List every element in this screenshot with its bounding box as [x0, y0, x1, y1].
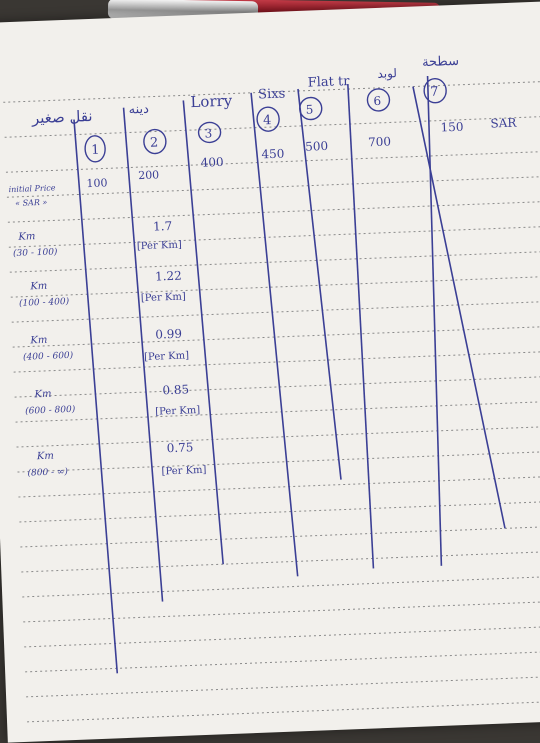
col-name-5: Flat tr — [307, 74, 350, 91]
col-number-2: 2 — [149, 135, 159, 151]
column-dividers — [73, 74, 510, 674]
unit-2: [Per Km] — [140, 291, 187, 305]
handwritten-table — [0, 1, 540, 743]
col-name-3: Lorry — [190, 91, 233, 112]
price-col-5: 500 — [304, 138, 329, 154]
col-number-5: 5 — [305, 102, 314, 117]
col-name-1: نقل صغير — [31, 106, 93, 128]
row-label-km-3: Km — [30, 334, 48, 347]
notebook-page — [0, 1, 540, 743]
unit-3: [Per Km] — [143, 350, 190, 364]
col-name-2: دينه — [128, 101, 150, 118]
ruled-lines — [3, 82, 540, 722]
row-label-km-4: Km — [34, 388, 52, 401]
currency-label: SAR — [490, 115, 517, 131]
unit-4: [Per Km] — [155, 404, 201, 418]
row-range-3: (400 - 600) — [22, 350, 74, 363]
col-number-4: 4 — [262, 113, 272, 129]
rate-5: 0.75 — [166, 440, 194, 456]
rate-2: 1.22 — [154, 268, 183, 284]
price-col-4: 450 — [261, 146, 285, 162]
col-number-7: 7 — [429, 84, 439, 100]
price-col-6: 700 — [367, 134, 392, 150]
rate-3: 0.99 — [155, 326, 183, 342]
col-number-6: 6 — [373, 93, 382, 109]
col-name-4: Sixs — [257, 86, 286, 103]
row-label-initial-currency: « SAR » — [14, 197, 48, 208]
rate-4: 0.85 — [162, 382, 190, 398]
row-range-1: (30 - 100) — [12, 247, 58, 260]
col-number-3: 3 — [204, 126, 213, 141]
row-range-4: (600 - 800) — [24, 404, 76, 417]
col-name-6: لوبد — [377, 66, 398, 81]
rate-1: 1.7 — [152, 218, 173, 234]
price-col-2: 200 — [137, 168, 160, 183]
col-name-7: سطحة — [421, 53, 460, 71]
row-label-km-2: Km — [30, 280, 48, 293]
row-range-5: (800 - ∞) — [27, 467, 69, 479]
row-range-2: (100 - 400) — [18, 296, 70, 309]
unit-1: [Per Km] — [136, 239, 183, 253]
col-number-1: 1 — [90, 142, 100, 158]
price-col-3: 400 — [200, 154, 224, 170]
row-label-km-1: Km — [18, 231, 36, 243]
unit-5: [Per Km] — [161, 464, 207, 478]
row-label-km-5: Km — [36, 450, 55, 463]
price-col-7: 150 — [440, 119, 464, 135]
row-label-initial: initial Price — [8, 183, 56, 195]
price-col-1: 100 — [86, 176, 108, 191]
